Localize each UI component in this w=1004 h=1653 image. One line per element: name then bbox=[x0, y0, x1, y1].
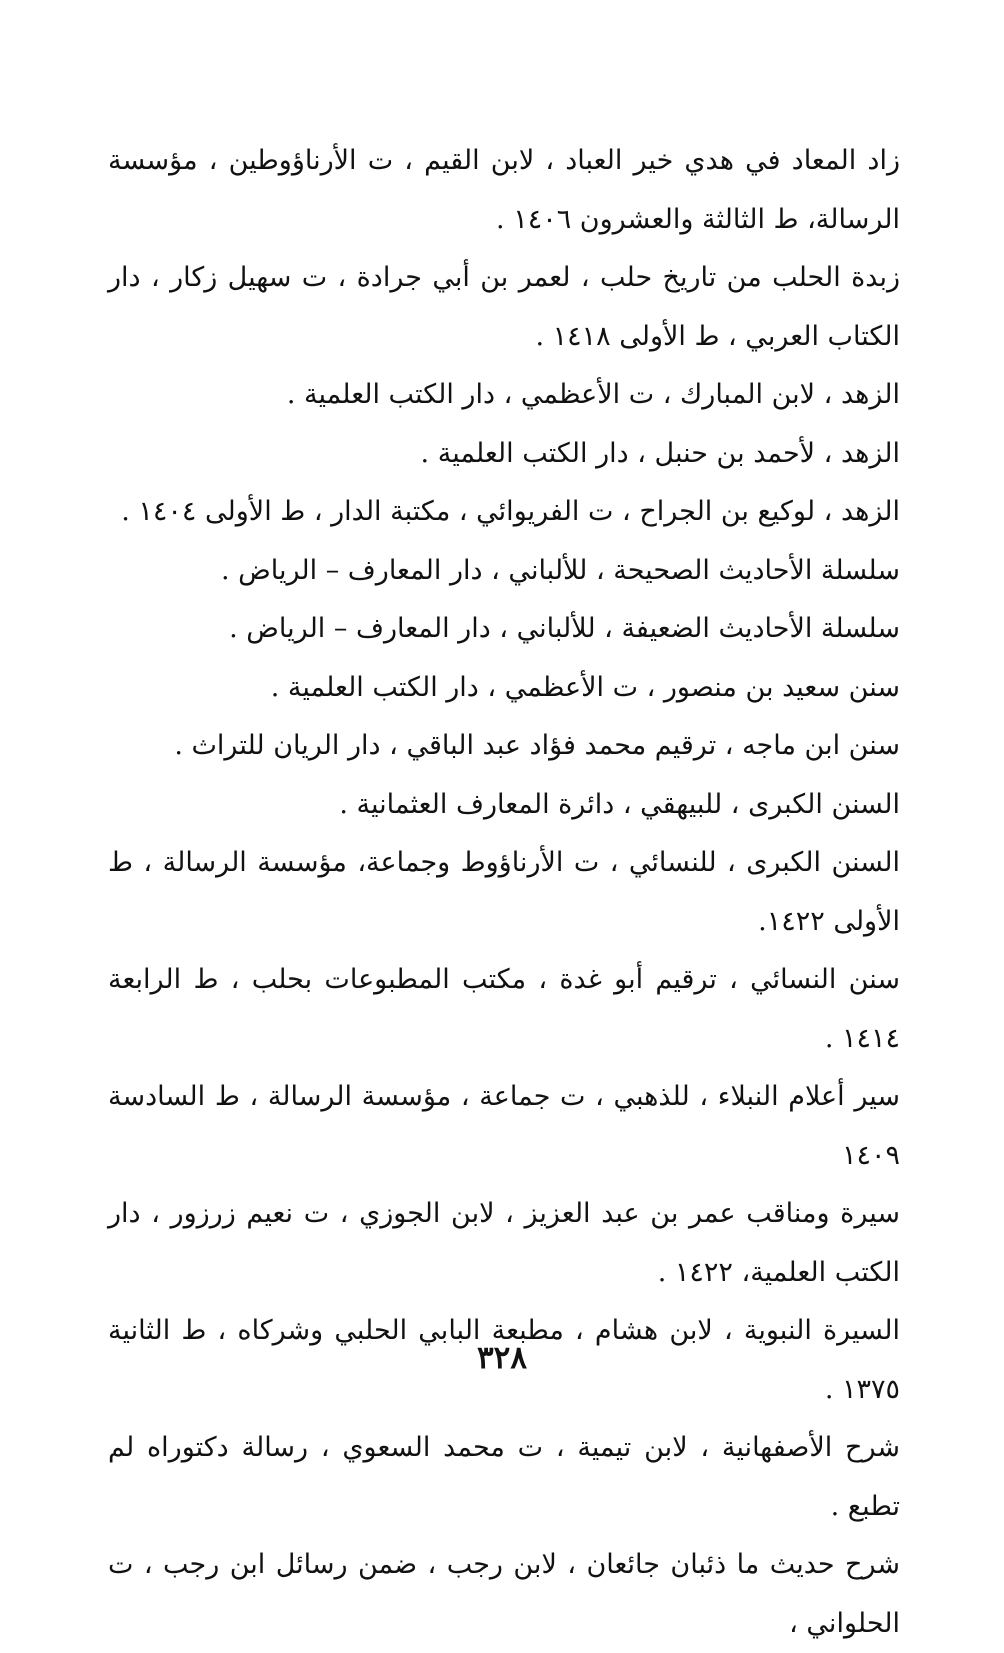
bibliography-list bbox=[108, 132, 900, 1653]
bibliography-entry: الزهد ، لوكيع بن الجراح ، ت الفريوائي ، مكتبة الدار ، ط الأولى ١٤٠٤ . bbox=[121, 496, 900, 527]
bibliography-entry: سنن ابن ماجه ، ترقيم محمد فؤاد عبد الباقي ، دار الريان للتراث . bbox=[174, 730, 900, 761]
bibliography-entry: شرح الأصفهانية ، لابن تيمية ، ت محمد السعوي ، رسالة دكتوراه لم تطبع . bbox=[108, 1432, 900, 1522]
bibliography-entry: زاد المعاد في هدي خير العباد ، لابن القيم ، ت الأرناؤوطين ، مؤسسة الرسالة، ط الثالثة والعشرون ١٤٠٦ . bbox=[108, 145, 900, 235]
bibliography-entry: السنن الكبرى ، للبيهقي ، دائرة المعارف العثمانية . bbox=[339, 788, 900, 820]
bibliography-entry: الزهد ، لابن المبارك ، ت الأعظمي ، دار الكتب العلمية . bbox=[286, 379, 900, 410]
page-number: ٣٢٨ bbox=[477, 1340, 527, 1376]
bibliography-entry: سنن سعيد بن منصور ، ت الأعظمي ، دار الكتب العلمية . bbox=[270, 671, 900, 703]
bibliography-entry: سنن النسائي ، ترقيم أبو غدة ، مكتب المطبوعات بحلب ، ط الرابعة ١٤١٤ . bbox=[108, 964, 900, 1054]
bibliography-entry: سلسلة الأحاديث الصحيحة ، للألباني ، دار المعارف – الرياض . bbox=[220, 554, 900, 586]
bibliography-entry: الزهد ، لأحمد بن حنبل ، دار الكتب العلمية . bbox=[420, 437, 900, 469]
bibliography-entry: سلسلة الأحاديث الضعيفة ، للألباني ، دار المعارف – الرياض . bbox=[229, 613, 900, 644]
bibliography-entry: السيرة النبوية ، لابن هشام ، مطبعة البابي الحلبي وشركاه ، ط الثانية ١٣٧٥ . bbox=[108, 1315, 900, 1405]
bibliography-entry: زبدة الحلب من تاريخ حلب ، لعمر بن أبي جرادة ، ت سهيل زكار ، دار الكتاب العربي ، ط الأولى ١٤١٨ . bbox=[108, 262, 900, 352]
bibliography-entry: شرح حديث ما ذئبان جائعان ، لابن رجب ، ضمن رسائل ابن رجب ، ت الحلواني ، bbox=[108, 1549, 900, 1639]
bibliography-entry: السنن الكبرى ، للنسائي ، ت الأرناؤوط وجماعة، مؤسسة الرسالة ، ط الأولى ١٤٢٢. bbox=[108, 847, 900, 937]
bibliography-entry: سيرة ومناقب عمر بن عبد العزيز ، لابن الجوزي ، ت نعيم زرزور ، دار الكتب العلمية، ١٤٢٢ . bbox=[108, 1198, 900, 1288]
bibliography-entry: سير أعلام النبلاء ، للذهبي ، ت جماعة ، مؤسسة الرسالة ، ط السادسة ١٤٠٩ bbox=[108, 1081, 900, 1171]
